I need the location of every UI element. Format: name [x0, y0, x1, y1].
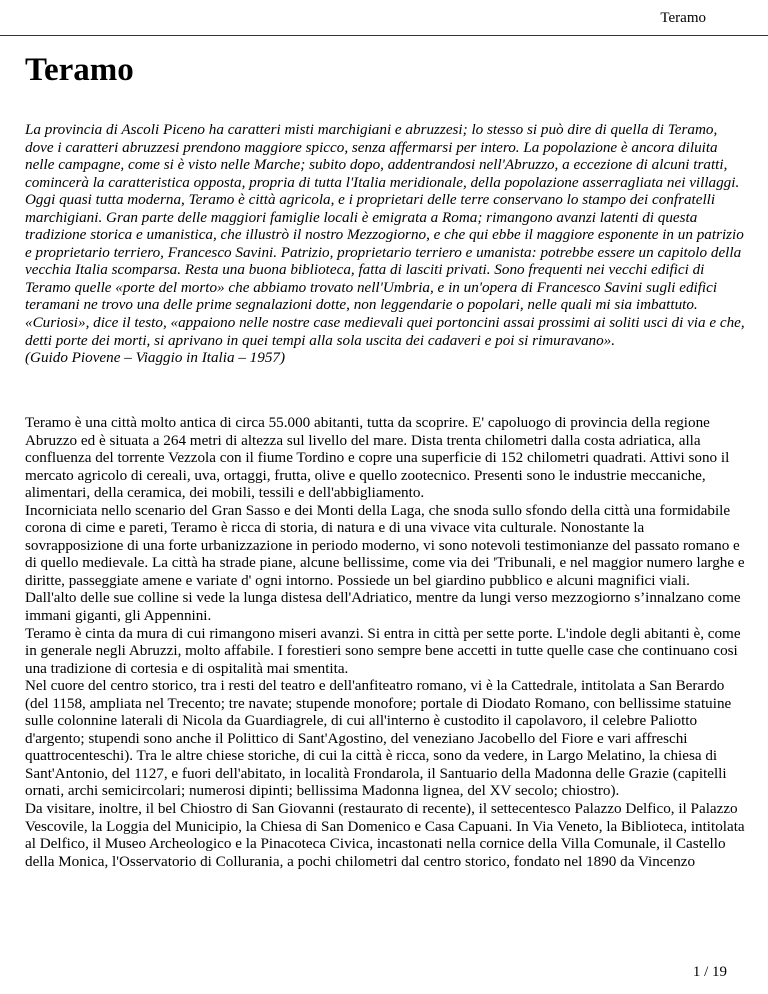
paragraph: Incorniciata nello scenario del Gran Sasso e dei Monti della Laga, che snoda sullo sfondo della città una formidabile corona di cime e pareti, Teramo è ricca di storia, di natura e di una vivace vita culturale. Nonostante la sovrapposizione di una forte urbanizzazione in periodo moderno, vi sono notevoli testimonianze del passato romano e di quello medievale. La città ha strade piane, alcune bellissime, come via dei 'Tribunali, e nel maggior numero larghe e diritte, passeggiate amene e variate d' ogni intorno. Possiede un bel giardino pubblico e alcuni magnifici viali. Dall'alto delle sue colline si vede la lunga distesa dell'Adriatico, mentre da lungi verso mezzogiorno s’innalzano come immani giganti, gli Appennini.: [25, 501, 745, 625]
quote-attribution: (Guido Piovene – Viaggio in Italia – 1957): [25, 349, 286, 367]
paragraph: Nel cuore del centro storico, tra i resti del teatro e dell'anfiteatro romano, vi è la Cattedrale, intitolata a San Berardo (del 1158, ampliata nel Trecento; tre navate; stupende monofore; portale di Diodato Romano, con bellissime statuine sulle colonnine laterali di Nicola da Guardiagrele, di cui all'interno è custodito il capolavoro, il celebre Paliotto d'argento; stupendi sono anche il Polittico di Sant'Agostino, del veneziano Jacobello del Fiore e vari affreschi quattrocenteschi). Tra le altre chiese storiche, di cui la città è ricca, sono da vedere, in Largo Melatino, la chiesa di Sant'Antonio, del 1127, e fuori dell'abitato, in località Frondarola, il Santuario della Madonna delle Grazie (capitelli ornati, archi semicircolari; numerosi dipinti; bellissima Madonna lignea, del XV secolo; chiostro).: [25, 677, 732, 800]
quote-text: La provincia di Ascoli Piceno ha caratteri misti marchigiani e abruzzesi; lo stesso si può dire di quella di Teramo, dove i caratteri abruzzesi prendono maggiore spicco, senza affermarsi per intero. La popolazione è ancora diluita nelle campagne, come si è visto nelle Marche; subito dopo, addentrandosi nell'Abruzzo, a eccezione di alcuni tratti, comincerà la caratteristica opposta, propria di tutta l'Italia meridionale, della popolazione asserragliata nei villaggi. Oggi quasi tutta moderna, Teramo è città agricola, e i proprietari delle terre conservano lo stampo dei confratelli marchigiani. Gran parte delle maggiori famiglie locali è emigrata a Roma; rimangono avanzi latenti di questa tradizione storica e umanistica, che illustrò il nostro Mezzogiorno, e che qui ebbe il maggiore esponente in un patrizio e proprietario terriero, Francesco Savini. Patrizio, proprietario terriero e umanista: potrebbe essere un capitolo della vecchia Italia scomparsa. Resta una buona biblioteca, fatta di lasciti privati. Sono frequenti nei vecchi edifici di Teramo quelle «porte del morto» che abbiamo trovato nell'Umbria, e in un'opera di Francesco Savini sugli edifici teramani ne trovo una delle prime segnalazioni dotte, non leggendarie o popolari, nelle quali mi sia imbattuto. «Curiosi», dice il testo, «appaiono nelle nostre case medievali quei portoncini assai prossimi ai soliti usci di via e che, detti porte dei morti, si aprivano in quei tempi alla sola uscita dei cadaveri e poi si rimuravano».: [25, 121, 745, 349]
body-text: [25, 414, 745, 870]
page-number: 1 / 19: [692, 964, 727, 980]
epigraph-quote: [25, 121, 745, 367]
page-title: Teramo: [25, 52, 134, 88]
header-divider: [0, 35, 768, 36]
running-header-title: Teramo: [660, 10, 706, 26]
paragraph: Teramo è una città molto antica di circa 55.000 abitanti, tutta da scoprire. E' capoluogo di provincia della regione Abruzzo ed è situata a 264 metri di altezza sul livello del mare. Dista trenta chilometri dalla costa adriatica, alla confluenza del torrente Vezzola con il fiume Tordino e copre una superficie di 152 chilometri quadrati. Attivi sono il mercato agricolo di cereali, uva, ortaggi, frutta, olive e quello zootecnico. Presenti sono le industrie meccaniche, alimentari, della ceramica, dei mobili, tessili e dell'abbigliamento.: [25, 414, 730, 502]
paragraph: Teramo è cinta da mura di cui rimangono miseri avanzi. Si entra in città per sette porte. L'indole degli abitanti è, come in generale negli Abruzzi, molto affabile. I forestieri sono sempre bene accetti in tutte quelle case che continuano cosi una tradizione di cortesia e di ospitalità mai smentita.: [25, 624, 741, 677]
paragraph: Da visitare, inoltre, il bel Chiostro di San Giovanni (restaurato di recente), il settecentesco Palazzo Delfico, il Palazzo Vescovile, la Loggia del Municipio, la Chiesa di San Domenico e Casa Capuani. In Via Veneto, la Biblioteca, intitolata al Delfico, il Museo Archeologico e la Pinacoteca Civica, incastonati nella cornice della Villa Comunale, il Castello della Monica, l'Osservatorio di Collurania, a pochi chilometri dal centro storico, fondato nel 1890 da Vincenzo: [25, 800, 745, 870]
